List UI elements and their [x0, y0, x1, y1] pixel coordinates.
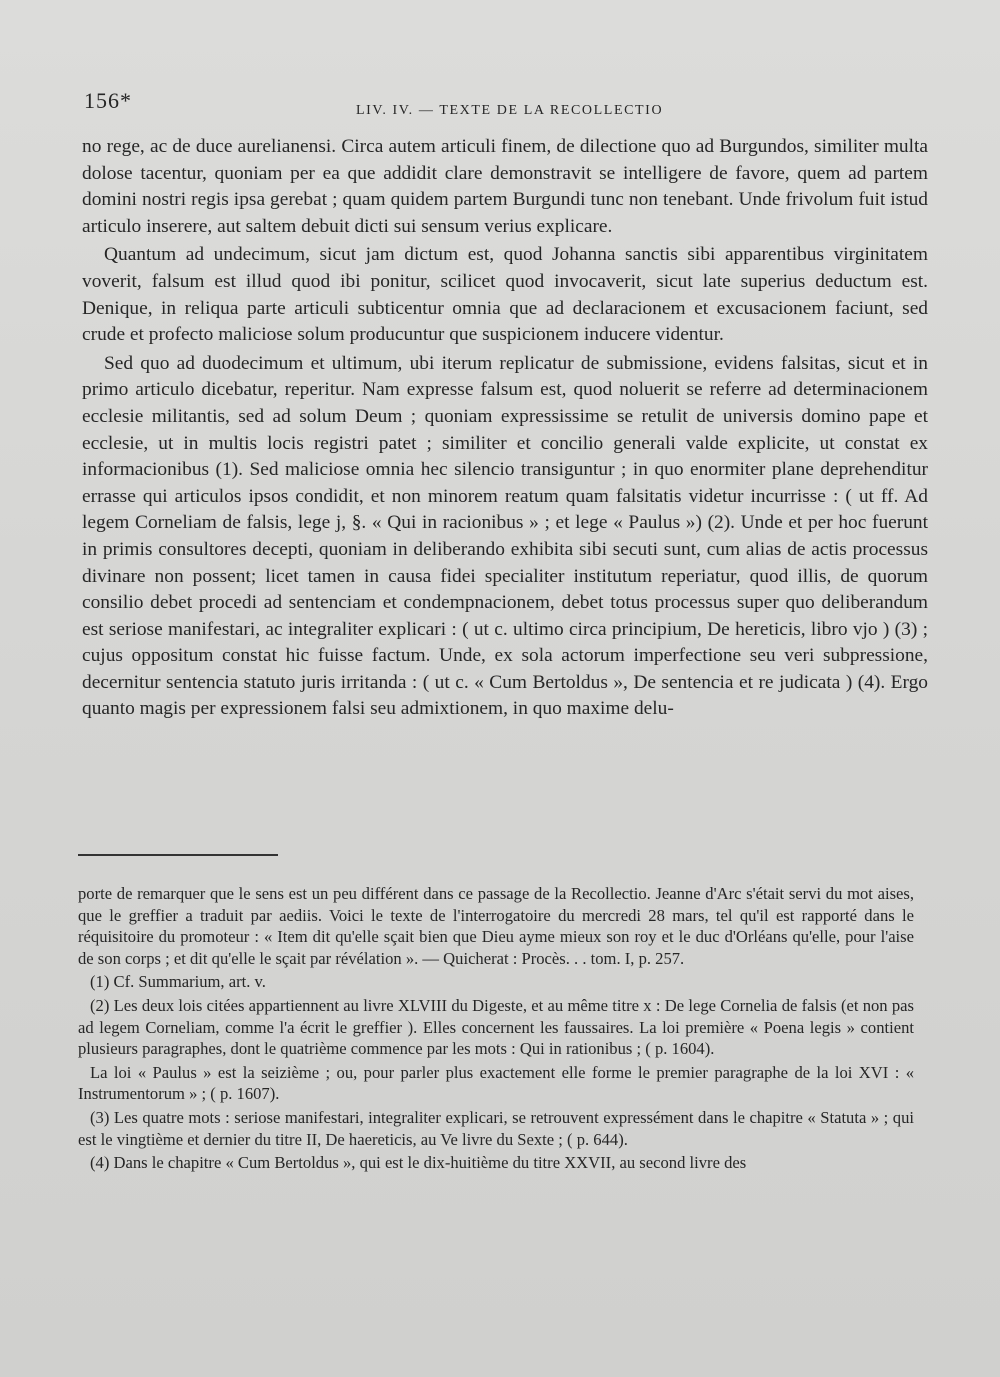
paragraph-duodecimum: Sed quo ad duodecimum et ultimum, ubi iterum replicatur de submissione, evidens falsitas, sicut et in primo articulo dicebatur, reperitur. Nam expresse falsum est, quod noluerit se referre ad determinacionem ecclesie militantis, sed ad solum Deum ; quoniam expressissime se retulit de universis domino pape et ecclesie, ut in multis locis registri patet ; similiter et concilio generali valde explicite, ut constat ex informacionibus (1). Sed maliciose omnia hec silencio transiguntur ; in quo enormiter plane deprehenditur errasse qui articulos ipsos condidit, et non minorem reatum quam falsitatis videtur incurrisse : ( ut ff. Ad legem Corneliam de falsis, lege j, §. « Qui in racionibus » ; et lege « Paulus ») (2). Unde et per hoc fuerunt in primis consultores decepti, quoniam in deliberando exhibita sibi secuti sunt, cum alias de actis processus divinare non possent; licet tamen in causa fidei specialiter institutum reperiatur, quod illis, de quorum consilio debet procedi ad sentenciam et condempnacionem, debet totus processus super quo deliberandum est seriose manifestari, ac integraliter explicari : ( ut c. ultimo circa principium, De hereticis, libro vjo ) (3) ; cujus oppositum constat hic fuisse factum. Unde, ex sola actorum imperfectione seu veri subpressione, decernitur sentencia statuto juris irritanda : ( ut c. « Cum Bertoldus », De sentencia et re judicata ) (4). Ergo quanto magis per expressionem falsi seu admixtionem, in quo maxime delu- [82, 352, 928, 720]
footnote-1: (1) Cf. Summarium, art. v. [90, 972, 266, 992]
footnote-4: (4) Dans le chapitre « Cum Bertoldus », qui est le dix-huitième du titre XXVII, au second livre des [90, 1153, 747, 1173]
footnote-2: (2) Les deux lois citées appartiennent au livre XLVIII du Digeste, et au même titre x : De lege Cornelia de falsis (et non pas ad legem Corneliam, comme l'a écrit le greffier ). Elles concernent les faussaires. La loi première « Poena legis » contient plusieurs paragraphes, dont le quatrième commence par les mots : Qui in rationibus ; ( p. 1604). [78, 995, 914, 1059]
page-number: 156* [84, 88, 132, 113]
main-text [82, 134, 928, 723]
footnote-2-continued: La loi « Paulus » est la seizième ; ou, pour parler plus exactement elle forme le premier paragraphe de la loi XVI : « Instrumentorum » ; ( p. 1607). [78, 1062, 914, 1104]
footnote-3: (3) Les quatre mots : seriose manifestari, integraliter explicari, se retrouvent expressément dans le chapitre « Statuta » ; qui est le vingtième et dernier du titre II, De haereticis, au Ve livre du Sexte ; ( p. 644). [78, 1107, 914, 1149]
footnote-divider [78, 854, 278, 856]
running-head: LIV. IV. — TEXTE DE LA RECOLLECTIO [356, 103, 664, 118]
footnotes [78, 883, 914, 1176]
footnote-continuation: porte de remarquer que le sens est un peu différent dans ce passage de la Recollectio. Jeanne d'Arc s'était servi du mot aises, que le greffier a traduit par aediis. Voici le texte de l'interrogatoire du mercredi 28 mars, tel qu'il est rapporté dans le réquisitoire du promoteur : « Item dit qu'elle sçait bien que Dieu ayme mieux son roy et le duc d'Orléans qu'elle, pour l'aise de son corps ; et dit qu'elle le sçait par révélation ». — Quicherat : Procès. . . tom. I, p. 257. [78, 884, 914, 968]
paragraph-undecimum: Quantum ad undecimum, sicut jam dictum est, quod Johanna sanctis sibi apparentibus virginitatem voverit, falsum est illud quod ibi ponitur, scilicet quod invocaverit, sicut late superius deductum est. Denique, in reliqua parte articuli subticentur omnia que ad declaracionem et excusacionem faciunt, sed crude et profecto maliciose solum producuntur que suspicionem inducere videntur. [82, 244, 928, 346]
paragraph-continuation: no rege, ac de duce aurelianensi. Circa autem articuli finem, de dilectione quo ad Burgundos, similiter multa dolose tacentur, quoniam per ea que addidit clare demonstravit se intelligere de favore, quem ad partem domini nostri regis ipsa gerebat ; quam quidem partem Burgundi tunc non tenebant. Unde frivolum fuit istud articulo inserere, aut saltem debuit dicti sui sensum verius explicare. [82, 136, 928, 237]
